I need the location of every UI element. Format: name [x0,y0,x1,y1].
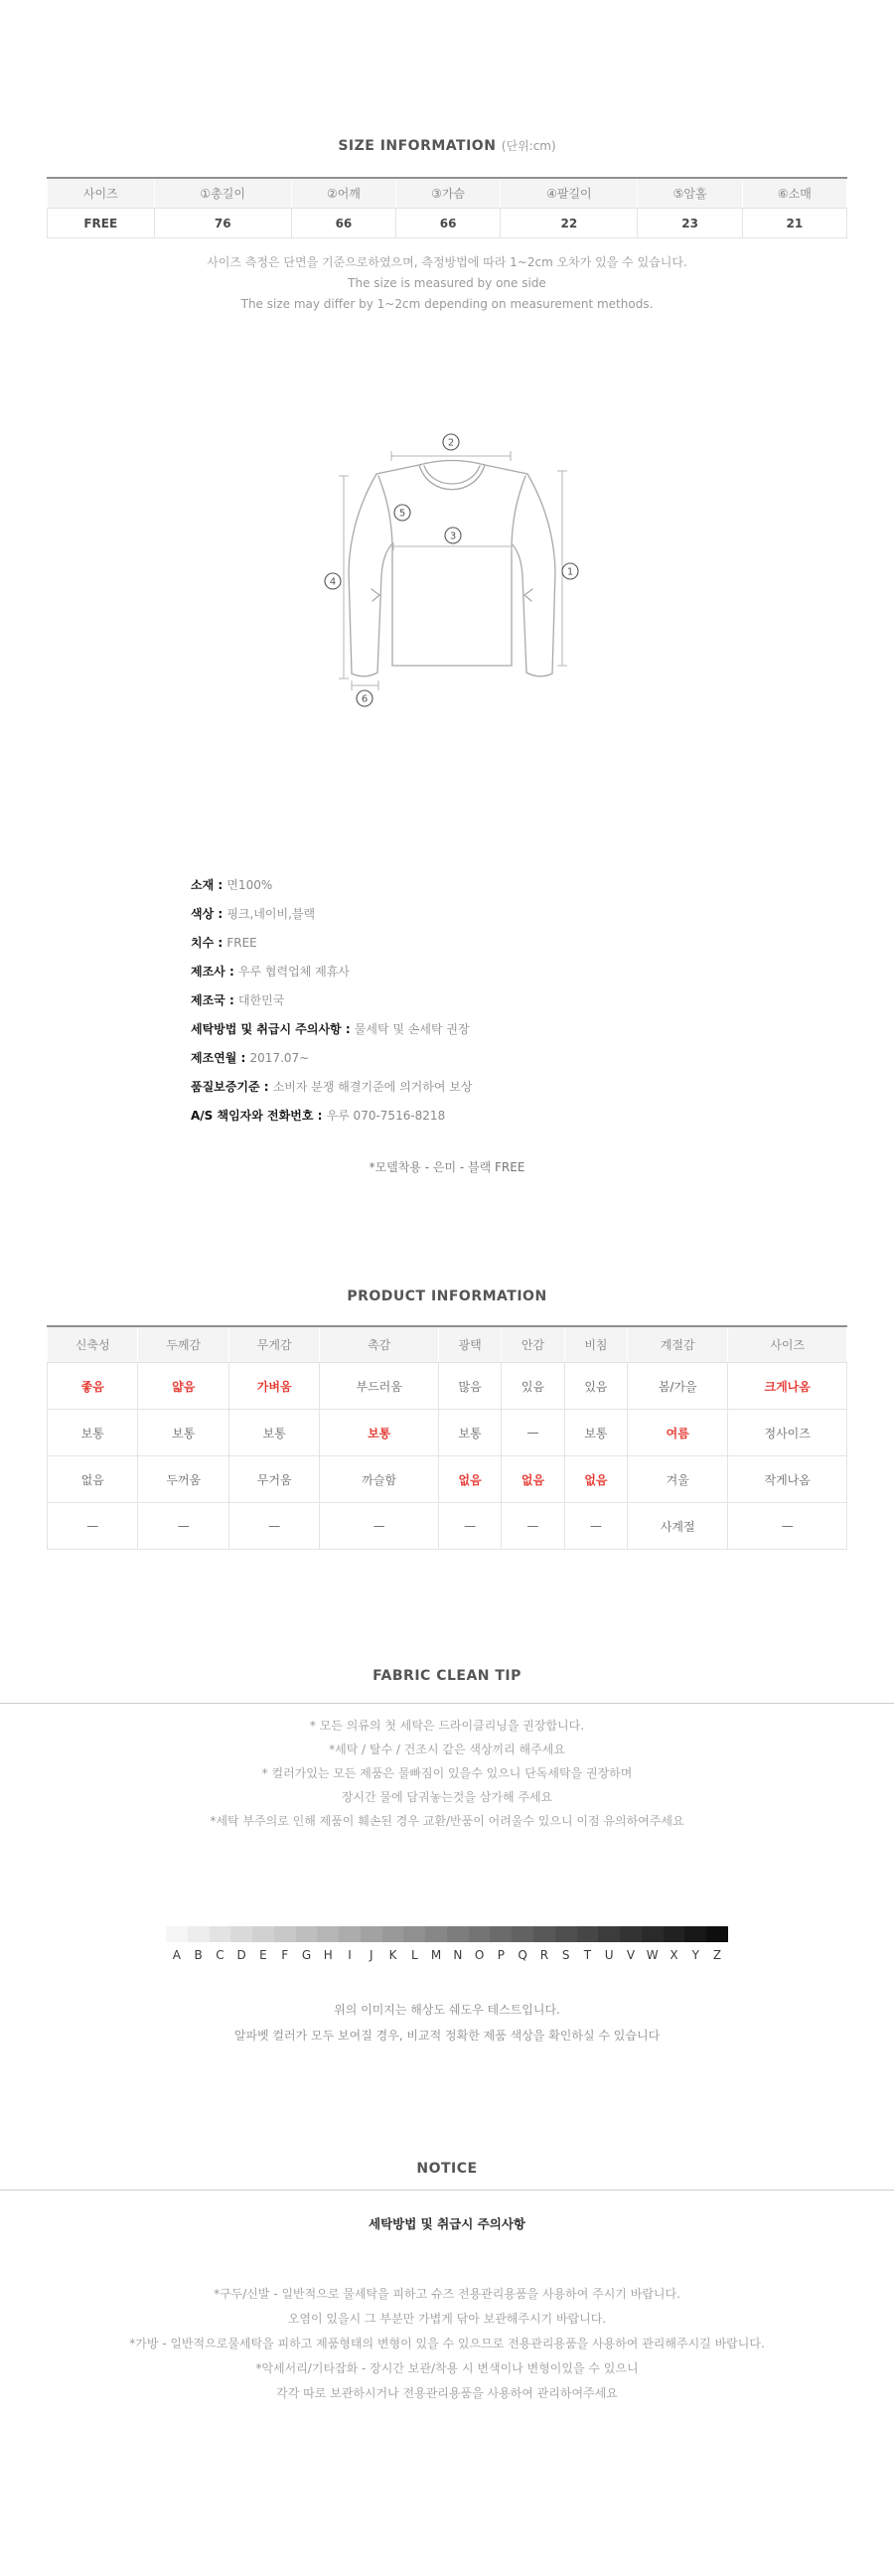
detail-value: 소비자 분쟁 해결기준에 의거하여 보상 [272,1080,473,1094]
shade-letter: M [430,1948,442,1962]
detail-value: 대한민국 [237,993,285,1007]
product-info-cell: 보통 [320,1410,439,1456]
product-info-cell: 두꺼움 [138,1456,228,1503]
product-info-row [48,1410,847,1456]
svg-text:4: 4 [329,576,337,588]
size-col-header: 사이즈 [48,178,155,209]
shade-segment [469,1926,491,1942]
product-detail-item [191,1015,894,1044]
size-col-header: ①총길이 [154,178,291,209]
detail-label: A/S 책임자와 전화번호 : [191,1109,327,1123]
product-info-row [48,1503,847,1550]
product-info-cell: 정사이즈 [728,1410,847,1456]
detail-value: 2017.07~ [249,1051,310,1065]
shade-letter: R [539,1948,549,1962]
shade-letter: O [474,1948,485,1962]
size-col-header: ②어깨 [291,178,395,209]
svg-text:2: 2 [447,437,455,449]
detail-label: 제조사 : [191,965,238,979]
shade-letter: A [172,1948,181,1962]
product-info-cell: 크게나옴 [728,1363,847,1410]
product-info-cell: 부드러움 [320,1363,439,1410]
shadow-test [166,1926,728,1965]
shade-letter: T [583,1948,592,1962]
fabric-tip-divider [0,1703,894,1704]
product-info-cell: 있음 [502,1363,564,1410]
svg-text:1: 1 [566,566,574,578]
svg-text:5: 5 [398,508,406,520]
detail-value: 핑크,네이비,블랙 [226,907,316,921]
shade-segment [166,1926,188,1942]
shade-letter: F [281,1948,289,1962]
size-value-cell: 66 [396,209,501,238]
size-unit-label: (단위:cm) [501,139,556,153]
product-info-col-header: 광택 [438,1326,501,1363]
shadow-letters-row [166,1945,728,1965]
text-line: *세탁 부주의로 인해 제품이 훼손된 경우 교환/반품이 어려울수 있으니 이점 유의하여주세요 [210,1814,684,1828]
product-info-col-header: 신축성 [48,1326,138,1363]
product-info-col-header: 두께감 [138,1326,228,1363]
product-info-row [48,1456,847,1503]
text-line: *세탁 / 탈수 / 건조시 같은 색상끼리 해주세요 [329,1743,565,1756]
text-line: * 모든 의류의 첫 세탁은 드라이클리닝을 권장합니다. [309,1719,585,1733]
product-info-col-header: 촉감 [320,1326,439,1363]
shade-segment [252,1926,274,1942]
product-info-cell: — [438,1503,501,1550]
product-info-cell: 많음 [438,1363,501,1410]
product-info-cell: — [320,1503,439,1550]
shade-segment [447,1926,469,1942]
product-detail-item [191,1102,894,1131]
detail-label: 치수 : [191,936,227,950]
shade-letter: Q [518,1948,527,1962]
product-info-cell: 가벼움 [228,1363,319,1410]
product-info-cell: — [228,1503,319,1550]
text-line: 위의 이미지는 해상도 쉐도우 테스트입니다. [334,2003,560,2017]
text-line: *구두/신발 - 일반적으로 물세탁을 피하고 슈즈 전용관리용품을 사용하여 주시기 바랍니다. [214,2287,680,2301]
shade-segment [382,1926,404,1942]
shade-letter: N [453,1948,463,1962]
measure-marker-5 [394,505,410,521]
shade-segment [577,1926,599,1942]
detail-label: 색상 : [191,907,227,921]
product-info-cell: 보통 [438,1410,501,1456]
product-info-cell: 없음 [438,1456,501,1503]
notice-title: NOTICE [416,2161,478,2177]
product-info-cell: — [502,1503,564,1550]
text-line: 각각 따로 보관하시거나 전용관리용품을 사용하여 관리하여주세요 [276,2386,618,2400]
shade-segment [339,1926,361,1942]
product-info-col-header: 계절감 [628,1326,728,1363]
fabric-clean-tip-title: FABRIC CLEAN TIP [372,1668,522,1684]
shade-segment [490,1926,512,1942]
product-info-cell: — [138,1503,228,1550]
product-info-cell: 얇음 [138,1363,228,1410]
notice-lines [0,2282,894,2406]
size-table-value-row [48,209,847,238]
product-info-cell: 보통 [48,1410,138,1456]
detail-label: 세탁방법 및 취급시 주의사항 : [191,1022,355,1036]
product-info-cell: — [728,1503,847,1550]
detail-label: 품질보증기준 : [191,1080,273,1094]
shade-segment [598,1926,620,1942]
product-info-cell: 사계절 [628,1503,728,1550]
text-line: The size is measured by one side [348,276,546,290]
product-info-cell: — [48,1503,138,1550]
measure-marker-6 [357,690,372,706]
size-value-cell: 22 [501,209,638,238]
product-details-list [191,871,894,1131]
product-info-cell: 없음 [564,1456,627,1503]
product-detail-item [191,900,894,929]
shade-letter: L [410,1948,418,1962]
product-info-col-header: 안감 [502,1326,564,1363]
size-value-cell: 21 [742,209,846,238]
product-info-cell: 좋음 [48,1363,138,1410]
product-info-cell: — [502,1410,564,1456]
shade-segment [188,1926,210,1942]
product-detail-item [191,958,894,986]
shade-segment [230,1926,252,1942]
product-info-col-header: 비침 [564,1326,627,1363]
detail-label: 제조국 : [191,993,238,1007]
detail-value: FREE [226,936,257,950]
notice-subtitle: 세탁방법 및 취급시 주의사항 [369,2216,525,2231]
shirt-measurement-diagram [0,373,894,714]
text-line: 사이즈 측정은 단면을 기준으로하였으며, 측정방법에 따라 1~2cm 오차가 있을 수 있습니다. [207,255,687,269]
shirt-outline-drawing [349,461,555,677]
shade-letter: H [323,1948,333,1962]
detail-value: 물세탁 및 손세탁 권장 [354,1022,470,1036]
product-info-cell: 없음 [502,1456,564,1503]
size-table-head-row [48,178,847,209]
product-info-cell: 무거움 [228,1456,319,1503]
product-info-col-header: 사이즈 [728,1326,847,1363]
product-info-cell: 봄/가을 [628,1363,728,1410]
size-information-title-text: SIZE INFORMATION [338,138,497,154]
product-info-cell: 까슬함 [320,1456,439,1503]
product-info-col-header: 무게감 [228,1326,319,1363]
model-fit-note: *모델착용 - 은미 - 블랙 FREE [369,1160,525,1174]
size-value-cell: 23 [638,209,742,238]
size-information-title [0,0,894,155]
detail-label: 소재 : [191,878,227,892]
size-table [47,177,847,238]
text-line: 오염이 있을시 그 부분만 가볍게 닦아 보관해주시기 바랍니다. [287,2312,607,2326]
product-detail-item [191,986,894,1015]
shade-letter: W [646,1948,659,1962]
product-info-cell: 보통 [138,1410,228,1456]
shade-segment [684,1926,706,1942]
notice-divider [0,2190,894,2191]
text-line: 장시간 물에 담궈놓는것을 삼가해 주세요 [341,1790,553,1804]
size-notes [0,252,894,315]
size-value-cell: 76 [154,209,291,238]
measure-marker-4 [325,573,341,589]
product-info-table-wrap [47,1325,847,1550]
shade-letter: Z [712,1948,722,1962]
measure-marker-2 [443,434,459,450]
product-info-head-row [48,1326,847,1363]
detail-label: 제조연월 : [191,1051,250,1065]
size-col-header: ③가슴 [396,178,501,209]
shade-letter: P [497,1948,505,1962]
shade-letter: C [216,1948,224,1962]
measure-marker-1 [562,563,578,579]
shade-letter: V [626,1948,636,1962]
measurement-lines [339,451,567,690]
shade-letter: I [348,1948,352,1962]
shade-segment [296,1926,318,1942]
detail-value: 면100% [226,878,273,892]
size-table-wrap [47,177,847,238]
shadow-gradient-bar [166,1926,728,1942]
shade-letter: Y [691,1948,699,1962]
text-line: * 컬러가있는 모든 제품은 물빠짐이 있을수 있으니 단독세탁을 권장하며 [261,1766,633,1780]
text-line: *악세서리/기타잡화 - 장시간 보관/착용 시 변색이나 변형이있을 수 있으니 [255,2361,639,2375]
size-value-cell: 66 [291,209,395,238]
product-info-body [48,1363,847,1550]
shade-letter: K [388,1948,397,1962]
shade-segment [555,1926,577,1942]
shade-segment [533,1926,555,1942]
shade-segment [642,1926,664,1942]
product-info-cell: 겨울 [628,1456,728,1503]
shade-segment [664,1926,685,1942]
shade-segment [425,1926,447,1942]
product-info-cell: — [564,1503,627,1550]
shade-letter: J [370,1948,373,1962]
product-info-table [47,1325,847,1550]
product-detail-item [191,1044,894,1073]
shade-letter: G [301,1948,312,1962]
product-info-cell: 보통 [564,1410,627,1456]
shade-letter: E [259,1948,267,1962]
shade-segment [620,1926,642,1942]
shade-segment [403,1926,425,1942]
text-line: 알파벳 컬러가 모두 보여질 경우, 비교적 정확한 제품 색상을 확인하실 수 있습니다 [233,2029,661,2043]
product-info-cell: 여름 [628,1410,728,1456]
fabric-clean-tips [0,1714,894,1833]
shade-segment [210,1926,231,1942]
shade-letter: S [561,1948,570,1962]
size-col-header: ⑥소매 [742,178,846,209]
product-detail-item [191,929,894,958]
text-line: *가방 - 일반적으로물세탁을 피하고 제품형태의 변형이 있을 수 있으므로 전용관리용품을 사용하여 관리해주시길 바랍니다. [129,2337,765,2350]
shade-segment [274,1926,296,1942]
detail-value: 우루 협력업체 제휴사 [237,965,350,979]
text-line: The size may differ by 1~2cm depending on measurement methods. [240,297,654,311]
shirt-diagram-svg [179,373,715,710]
shade-segment [706,1926,728,1942]
size-col-header: ④팔길이 [501,178,638,209]
shade-segment [361,1926,382,1942]
shade-letter: B [194,1948,203,1962]
product-info-cell: 없음 [48,1456,138,1503]
svg-text:6: 6 [361,693,369,705]
detail-value: 우루 070-7516-8218 [326,1109,446,1123]
product-detail-item [191,1073,894,1102]
shade-letter: X [670,1948,678,1962]
product-detail-item [191,871,894,900]
svg-text:3: 3 [449,530,457,542]
size-col-header: ⑤암홀 [638,178,742,209]
product-info-cell: 보통 [228,1410,319,1456]
shade-segment [512,1926,533,1942]
product-info-cell: 작게나옴 [728,1456,847,1503]
shade-letter: U [604,1948,614,1962]
product-info-cell: 있음 [564,1363,627,1410]
shadow-test-notes [0,1997,894,2048]
shade-segment [317,1926,339,1942]
product-information-title: PRODUCT INFORMATION [347,1288,547,1304]
product-info-row [48,1363,847,1410]
measure-marker-3 [445,528,461,543]
shade-letter: D [236,1948,246,1962]
size-value-cell: FREE [48,209,155,238]
